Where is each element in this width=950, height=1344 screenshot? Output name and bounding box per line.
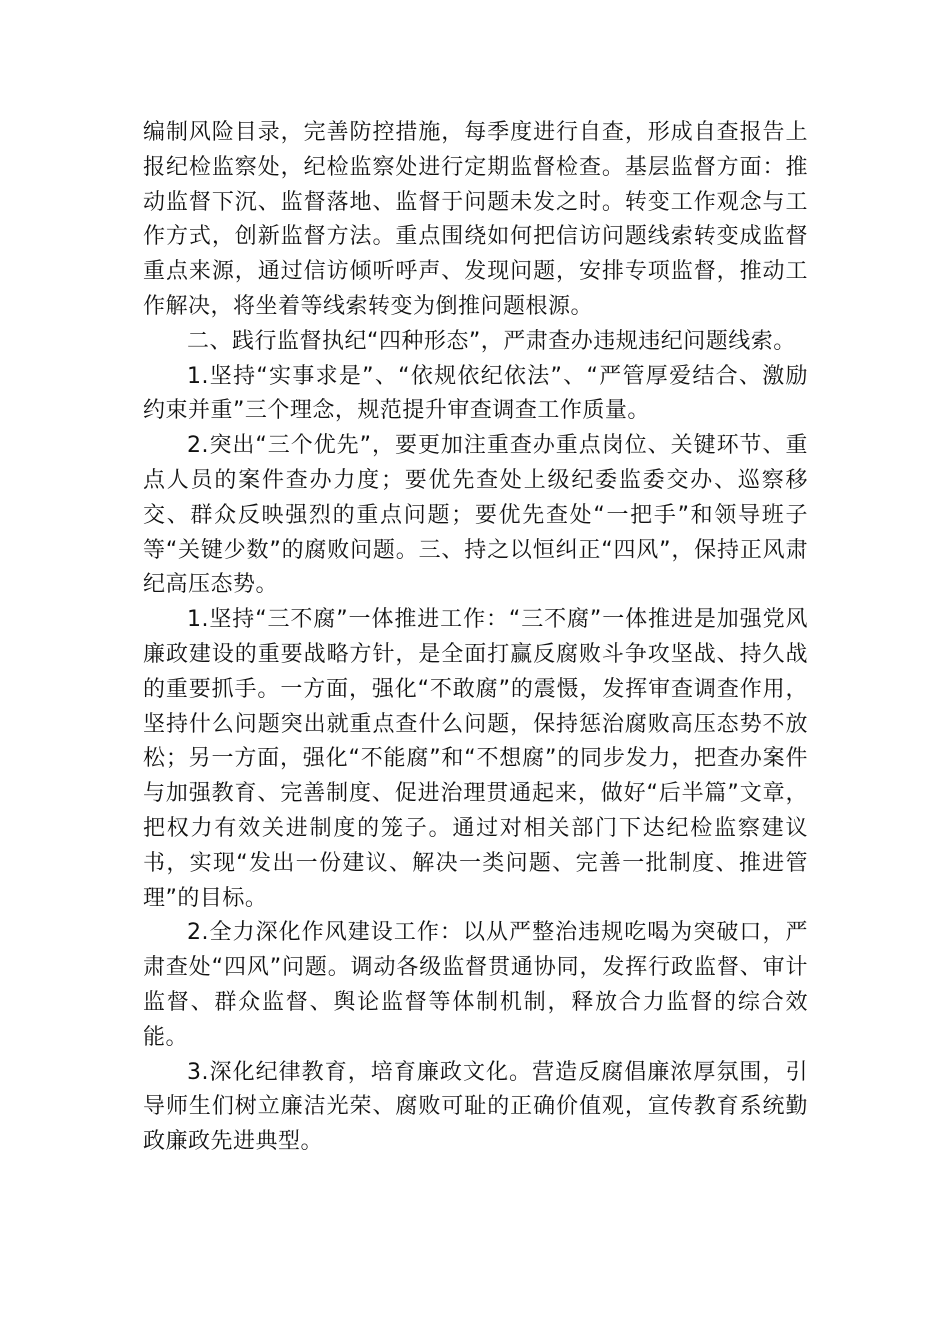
paragraph-3-1: 1.坚持“三不腐”一体推进工作：“三不腐”一体推进是加强党风廉政建设的重要战略方针，是全面打赢反腐败斗争攻坚战、持久战的重要抓手。一方面，强化“不敢腐”的震慑，发挥审查调查作用，坚持什么问题突出就重点查什么问题，保持惩治腐败高压态势不放松；另一方面，强化“不能腐”和“不想腐”的同步发力，把查办案件与加强教育、完善制度、促进治理贯通起来，做好“后半篇”文章，把权力有效关进制度的笼子。通过对相关部门下达纪检监察建议书，实现“发出一份建议、解决一类问题、完善一批制度、推进管理”的目标。 [143, 607, 808, 911]
document-body [143, 116, 808, 1160]
section-heading-2: 二、践行监督执纪“四种形态”，严肃查办违规违纪问题线索。 [187, 328, 796, 354]
paragraph-3-2: 2.全力深化作风建设工作：以从严整治违规吃喝为突破口，严肃查处“四风”问题。调动各级监督贯通协同，发挥行政监督、审计监督、群众监督、舆论监督等体制机制，释放合力监督的综合效能。 [143, 920, 808, 1050]
paragraph-3-3: 3.深化纪律教育，培育廉政文化。营造反腐倡廉浓厚氛围，引导师生们树立廉洁光荣、腐败可耻的正确价值观，宣传教育系统勤政廉政先进典型。 [143, 1059, 808, 1155]
paragraph-1: 编制风险目录，完善防控措施，每季度进行自查，形成自查报告上报纪检监察处，纪检监察处进行定期监督检查。基层监督方面：推动监督下沉、监督落地、监督于问题未发之时。转变工作观念与工作方式，创新监督方法。重点围绕如何把信访问题线索转变成监督重点来源，通过信访倾听呼声、发现问题，安排专项监督，推动工作解决，将坐着等线索转变为倒推问题根源。 [143, 120, 808, 319]
paragraph-2-2: 2.突出“三个优先”，要更加注重查办重点岗位、关键环节、重点人员的案件查办力度；要优先查处上级纪委监委交办、巡察移交、群众反映强烈的重点问题；要优先查处“一把手”和领导班子等“关键少数”的腐败问题。三、持之以恒纠正“四风”，保持正风肃纪高压态势。 [143, 433, 808, 598]
paragraph-2-1: 1.坚持“实事求是”、“依规依纪依法”、“严管厚爱结合、激励约束并重”三个理念，规范提升审查调查工作质量。 [143, 363, 808, 424]
